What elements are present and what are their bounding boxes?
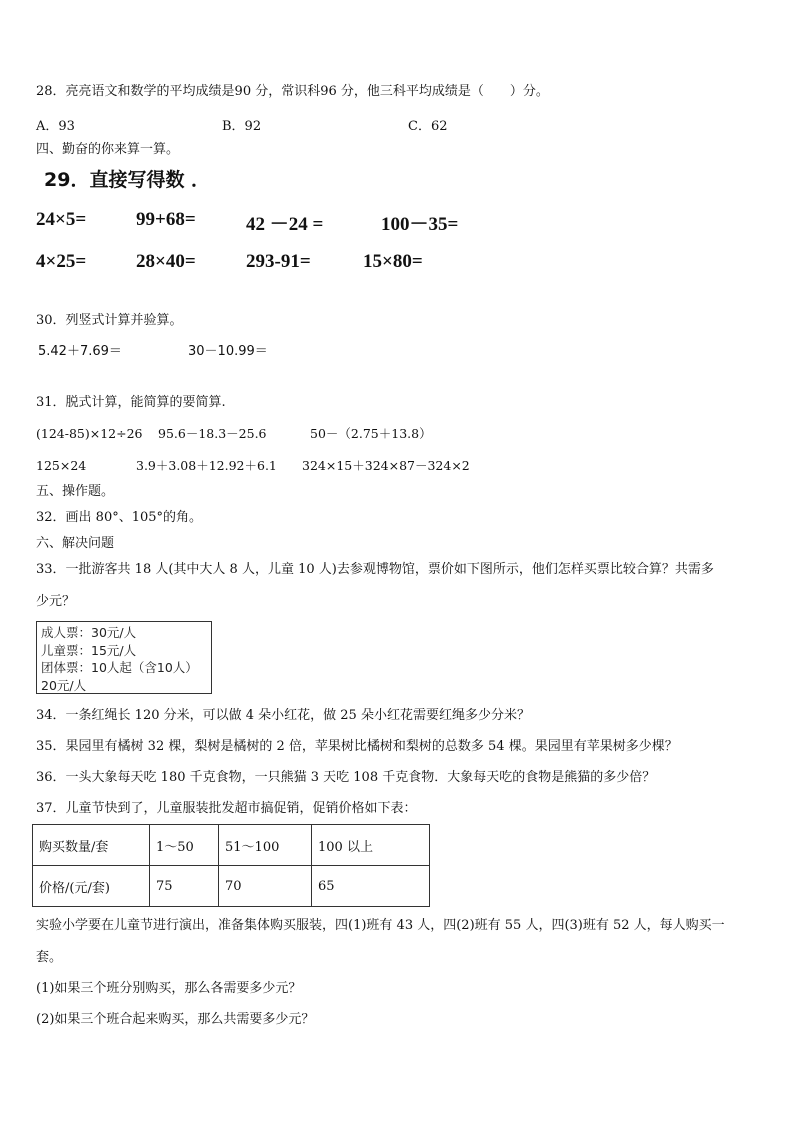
q30-item-2: 30－10.99＝ xyxy=(188,344,268,359)
table-cell: 价格/(元/套) xyxy=(33,866,150,907)
child-ticket-price: 儿童票：15元/人 xyxy=(41,642,137,658)
section-4-heading: 四、勤奋的你来算一算。 xyxy=(36,142,180,157)
question-33-text-line2: 少元？ xyxy=(36,594,76,609)
q31-item-5: 3.9＋3.08＋12.92＋6.1 xyxy=(136,458,277,473)
q28-option-a: A．93 xyxy=(36,119,75,134)
table-row xyxy=(33,825,430,866)
q31-item-3: 50－（2.75＋13.8） xyxy=(310,426,432,441)
question-30-text: 30．列竖式计算并验算。 xyxy=(36,313,183,328)
q29-item-2: 99+68= xyxy=(136,209,196,230)
q28-option-c: C．62 xyxy=(408,119,448,134)
question-37-paragraph-line1: 实验小学要在儿童节进行演出，准备集体购买服装，四(1)班有 43 人，四(2)班有 55 人，四(3)班有 52 人，每人购买一 xyxy=(36,918,725,933)
q31-item-6: 324×15＋324×87－324×2 xyxy=(302,458,470,473)
ticket-price-box xyxy=(36,621,212,694)
group-ticket-price: 20元/人 xyxy=(41,677,87,693)
group-ticket-rule: 团体票：10人起（含10人） xyxy=(41,660,198,675)
q30-item-1: 5.42＋7.69＝ xyxy=(38,344,122,359)
section-6-heading: 六、解决问题 xyxy=(36,536,115,551)
q29-item-1: 24×5= xyxy=(36,209,87,230)
question-36-text: 36．一头大象每天吃 180 千克食物，一只熊猫 3 天吃 108 千克食物．大象每天吃的食物是熊猫的多少倍？ xyxy=(36,770,656,785)
question-31-text: 31．脱式计算，能简算的要简算. xyxy=(36,395,226,410)
section-5-heading: 五、操作题。 xyxy=(36,484,115,499)
q29-item-7: 293-91= xyxy=(246,251,311,272)
question-37-text: 37．儿童节快到了，儿童服装批发超市搞促销，促销价格如下表： xyxy=(36,801,417,816)
question-33-text-line1: 33．一批游客共 18 人(其中大人 8 人，儿童 10 人)去参观博物馆，票价如下图所示，他们怎样买票比较合算？共需多 xyxy=(36,562,714,577)
question-35-text: 35．果园里有橘树 32 棵，梨树是橘树的 2 倍，苹果树比橘树和梨树的总数多 54 棵。果园里有苹果树多少棵？ xyxy=(36,739,678,754)
q31-item-1: (124-85)×12÷26 xyxy=(36,426,143,441)
q29-item-3: 42 －24 = xyxy=(246,214,324,235)
question-34-text: 34．一条红绳长 120 分米，可以做 4 朵小红花，做 25 朵小红花需要红绳多少分米？ xyxy=(36,708,530,723)
promotion-price-table xyxy=(32,824,430,907)
question-28-text: 28．亮亮语文和数学的平均成绩是90 分，常识科96 分，他三科平均成绩是（ ）分。 xyxy=(36,84,549,99)
table-cell: 100 以上 xyxy=(312,825,430,866)
table-cell: 51～100 xyxy=(219,825,312,866)
q29-item-4: 100－35= xyxy=(381,214,459,235)
table-row xyxy=(33,866,430,907)
table-cell: 65 xyxy=(312,866,430,907)
q29-item-6: 28×40= xyxy=(136,251,196,272)
q29-item-5: 4×25= xyxy=(36,251,87,272)
q28-option-b: B．92 xyxy=(222,119,262,134)
question-37-sub-2: (2)如果三个班合起来购买，那么共需要多少元？ xyxy=(36,1012,315,1027)
question-37-paragraph-line2: 套。 xyxy=(36,950,63,965)
question-29-title: 29．直接写得数 ． xyxy=(44,169,211,191)
adult-ticket-price: 成人票：30元/人 xyxy=(41,625,137,640)
question-37-sub-1: (1)如果三个班分别购买，那么各需要多少元？ xyxy=(36,981,302,996)
q31-item-4: 125×24 xyxy=(36,458,87,473)
table-cell: 75 xyxy=(150,866,219,907)
q29-item-8: 15×80= xyxy=(363,251,423,272)
table-cell: 1～50 xyxy=(150,825,219,866)
q31-item-2: 95.6－18.3－25.6 xyxy=(158,426,267,441)
table-cell: 购买数量/套 xyxy=(33,825,150,866)
question-32-text: 32．画出 80°、105°的角。 xyxy=(36,510,203,525)
table-cell: 70 xyxy=(219,866,312,907)
